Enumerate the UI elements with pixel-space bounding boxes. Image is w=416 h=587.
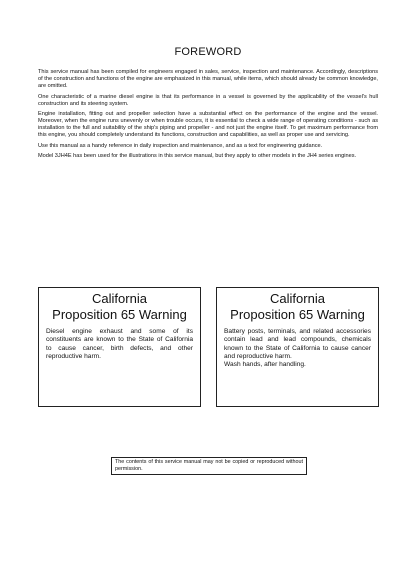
warning-title-line2: Proposition 65 Warning: [52, 307, 187, 322]
warning-title: [217, 288, 378, 323]
warning-text-block: [217, 323, 378, 369]
foreword-body: [38, 69, 378, 164]
warning-title: [39, 288, 200, 323]
warning-title-line1: California: [92, 291, 147, 306]
warning-text: Diesel engine exhaust and some of its constituents are known to the State of California to cause cancer, birth defects, and other reproductive harm.: [46, 328, 193, 360]
warning-title-line2: Proposition 65 Warning: [230, 307, 365, 322]
warning-text: Battery posts, terminals, and related accessories contain lead and lead compounds, chemicals known to the State of California to cause cancer and reproductive harm.: [224, 328, 371, 360]
warning-title-line1: California: [270, 291, 325, 306]
foreword-paragraph-3: Engine installation, fitting out and propeller selection have a substantial effect on the performance of the engine and the vessel. Moreover, when the engine runs unevenly or when trouble occurs, it is essential to check a wide range of operating conditions - such as installation to the full and suitability of the ship's piping and propeller - and not just the engine itself. To get maximum performance from this engine, you should completely understand its functions, construction and capabilities, as well as proper use and servicing.: [38, 111, 378, 139]
page-title: FOREWORD: [174, 46, 242, 58]
foreword-paragraph-1: This service manual has been compiled for engineers engaged in sales, service, inspection and maintenance. Accordingly, descriptions of the construction and functions of the engine are emphasized in this manual, while items, which should already be common knowledge, are omitted.: [38, 69, 378, 89]
foreword-paragraph-4: Use this manual as a handy reference in daily inspection and maintenance, and as a text for engineering guidance.: [38, 142, 323, 149]
foreword-paragraph-2: One characteristic of a marine diesel engine is that its performance in a vessel is governed by the applicability of the vessel's hull construction and its steering system.: [38, 93, 378, 107]
copy-notice: The contents of this service manual may not be copied or reproduced without permission.: [111, 457, 307, 475]
prop65-warning-exhaust: [38, 287, 201, 407]
warning-text-wash-hands: Wash hands, after handling.: [224, 361, 306, 369]
foreword-paragraph-5: Model 3JH4E has been used for the illustrations in this service manual, but they apply to other models in the JH4 series engines.: [38, 153, 357, 160]
prop65-warning-battery: [216, 287, 379, 407]
